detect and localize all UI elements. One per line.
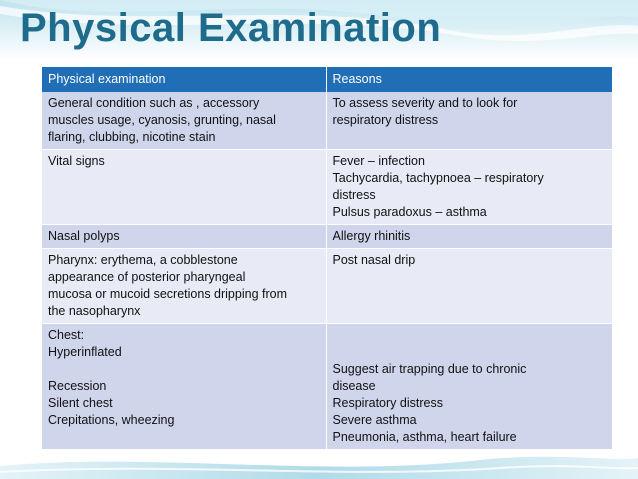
cell-line: Vital signs bbox=[48, 154, 105, 168]
cell-line: distress bbox=[332, 188, 376, 202]
table-row bbox=[42, 92, 612, 150]
cell-line: the nasopharynx bbox=[48, 304, 141, 318]
table-row bbox=[42, 249, 612, 324]
cell-line: Crepitations, wheezing bbox=[48, 413, 175, 427]
cell-line: Nasal polyps bbox=[48, 229, 120, 243]
cell-line: Pulsus paradoxus – asthma bbox=[332, 205, 487, 219]
cell-line: General condition such as , accessory bbox=[48, 96, 260, 110]
cell-line: flaring, clubbing, nicotine stain bbox=[48, 130, 216, 144]
reason-cell bbox=[326, 249, 612, 324]
cell-line: mucosa or mucoid secretions dripping from bbox=[48, 287, 287, 301]
cell-line: appearance of posterior pharyngeal bbox=[48, 270, 246, 284]
cell-line: Respiratory distress bbox=[332, 396, 443, 410]
cell-spacer bbox=[48, 361, 320, 378]
cell-line: Pneumonia, asthma, heart failure bbox=[332, 430, 517, 444]
cell-line: To assess severity and to look for bbox=[332, 96, 518, 110]
cell-line: respiratory distress bbox=[332, 113, 439, 127]
cell-line: Chest: bbox=[48, 328, 85, 342]
exam-cell bbox=[42, 249, 326, 324]
reason-cell bbox=[326, 324, 612, 450]
exam-cell bbox=[42, 324, 326, 450]
cell-line: Silent chest bbox=[48, 396, 113, 410]
cell-spacer bbox=[333, 327, 606, 344]
cell-line: muscles usage, cyanosis, grunting, nasal bbox=[48, 113, 276, 127]
exam-cell bbox=[42, 92, 326, 150]
slide-title: Physical Examination bbox=[20, 6, 442, 50]
column-header-physical-examination: Physical examination bbox=[42, 67, 326, 92]
cell-line: Pharynx: erythema, a cobblestone bbox=[48, 253, 238, 267]
table-header-row bbox=[42, 67, 612, 92]
cell-spacer bbox=[333, 344, 606, 361]
cell-line: Hyperinflated bbox=[48, 345, 122, 359]
reason-cell bbox=[326, 225, 612, 249]
cell-line: Severe asthma bbox=[332, 413, 417, 427]
examination-table bbox=[42, 67, 613, 450]
reason-cell bbox=[326, 92, 612, 150]
cell-line: Suggest air trapping due to chronic bbox=[332, 362, 527, 376]
table-row bbox=[42, 150, 612, 225]
exam-cell bbox=[42, 225, 326, 249]
cell-line: Allergy rhinitis bbox=[332, 229, 411, 243]
cell-line: Fever – infection bbox=[332, 154, 425, 168]
column-header-reasons: Reasons bbox=[326, 67, 612, 92]
cell-line: disease bbox=[332, 379, 376, 393]
table-row bbox=[42, 225, 612, 249]
cell-line: Tachycardia, tachypnoea – respiratory bbox=[332, 171, 544, 185]
cell-line: Post nasal drip bbox=[332, 253, 416, 267]
cell-line: Recession bbox=[48, 379, 107, 393]
exam-cell bbox=[42, 150, 326, 225]
table-row bbox=[42, 324, 612, 450]
reason-cell bbox=[326, 150, 612, 225]
